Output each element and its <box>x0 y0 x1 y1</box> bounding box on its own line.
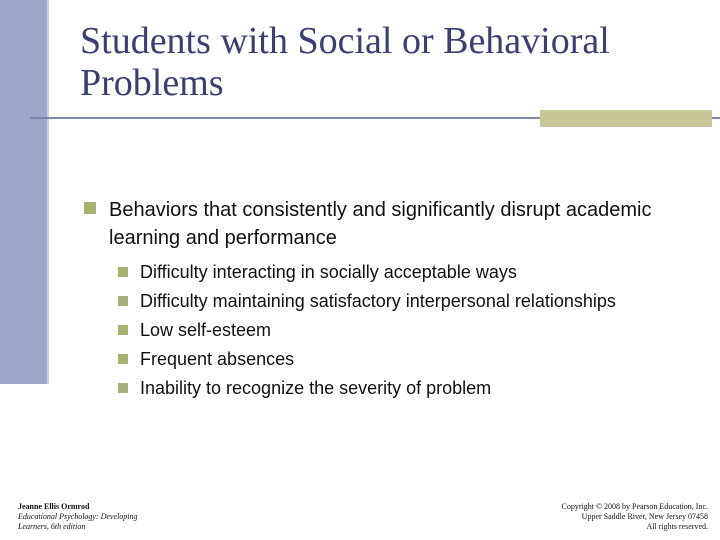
copyright-line-2: Upper Saddle River, New Jersey 07458 <box>581 512 708 521</box>
square-bullet-icon <box>84 202 96 214</box>
square-bullet-icon <box>118 383 128 393</box>
square-bullet-icon <box>118 354 128 364</box>
footer-copyright <box>508 502 708 532</box>
title-accent-block <box>540 110 712 127</box>
square-bullet-icon <box>118 296 128 306</box>
sub-bullet-item <box>118 258 678 287</box>
sub-bullet-list <box>118 258 678 403</box>
sub-bullet-text: Low self-esteem <box>140 320 272 340</box>
square-bullet-icon <box>118 325 128 335</box>
main-bullet-text: Behaviors that consistently and significantly disrupt academic learning and performance <box>109 199 652 249</box>
copyright-line-1: Copyright © 2008 by Pearson Education, Inc. <box>561 502 708 511</box>
footer-book-title-1: Educational Psychology: Developing <box>18 512 138 521</box>
slide-title-line-1: Students with Social or Behavioral <box>80 20 610 62</box>
sub-bullet-text: Difficulty maintaining satisfactory interpersonal relationships <box>140 291 616 311</box>
sub-bullet-item <box>118 316 678 345</box>
main-bullet <box>84 196 684 252</box>
sub-bullet-text: Frequent absences <box>140 349 295 369</box>
footer-attribution <box>18 502 218 532</box>
sub-bullet-text: Difficulty interacting in socially acceptable ways <box>140 262 517 282</box>
left-decor-bar-edge <box>47 0 49 384</box>
footer-book-title-2: Learners, 6th edition <box>18 522 86 531</box>
sub-bullet-text: Inability to recognize the severity of problem <box>140 378 492 398</box>
square-bullet-icon <box>118 267 128 277</box>
footer-author: Jeanne Ellis Ormrod <box>18 502 90 511</box>
left-decor-bar <box>0 0 47 384</box>
slide-title-line-2: Problems <box>80 62 224 104</box>
sub-bullet-item <box>118 287 678 316</box>
slide-title <box>80 20 700 104</box>
sub-bullet-item <box>118 374 678 403</box>
sub-bullet-item <box>118 345 678 374</box>
copyright-line-3: All rights reserved. <box>646 522 708 531</box>
